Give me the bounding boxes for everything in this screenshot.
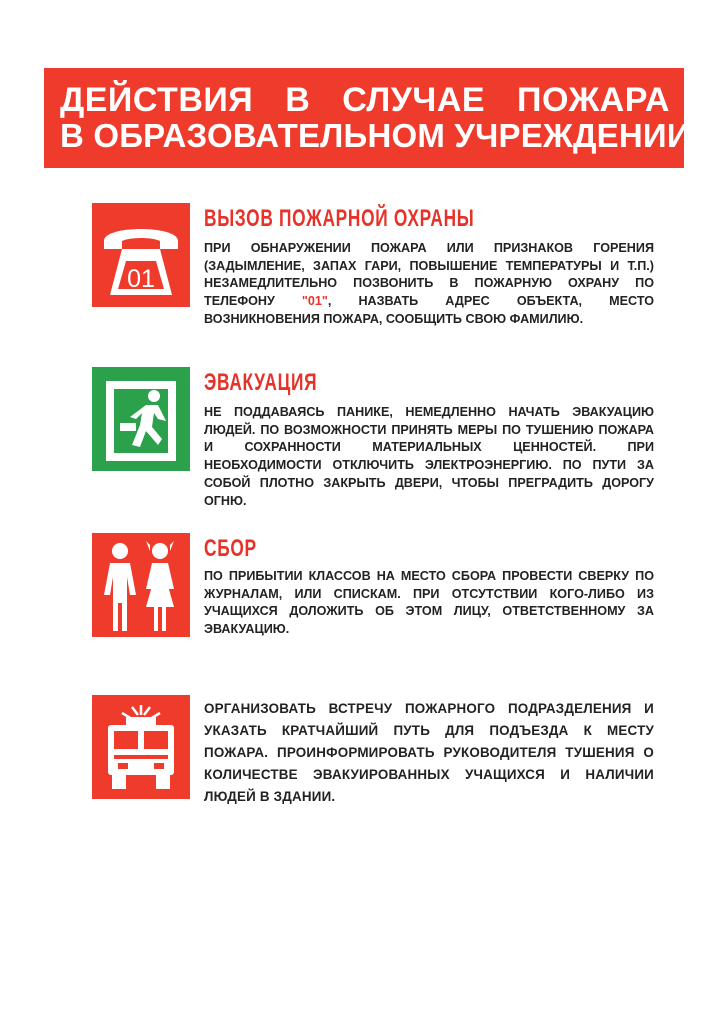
call-phone-number: "01" bbox=[301, 294, 328, 309]
header-title-line1 bbox=[60, 82, 670, 118]
telephone-icon bbox=[92, 203, 190, 307]
section-title-call: ВЫЗОВ ПОЖАРНОЙ ОХРАНЫ bbox=[204, 205, 475, 232]
call-text-before: ПРИ ОБНАРУЖЕНИИ ПОЖАРА ИЛИ ПРИЗНАКОВ ГОРЕНИЯ (ЗАДЫМЛЕНИЕ, ЗАПАХ ГАРИ, ПОВЫШЕНИЕ ТЕМПЕРАТУРЫ И Т.П.) НЕЗАМЕДЛИТЕЛЬНО ПОЗВОНИТЬ В ПОЖАРНУЮ ОХРАНУ ПО ТЕЛЕФОНУ bbox=[204, 241, 654, 309]
header-banner bbox=[44, 68, 691, 168]
fire-truck-icon bbox=[92, 695, 190, 799]
header-word: ДЕЙСТВИЯ bbox=[60, 81, 254, 119]
section-text-meeting: ОРГАНИЗОВАТЬ ВСТРЕЧУ ПОЖАРНОГО ПОДРАЗДЕЛЕНИЯ И УКАЗАТЬ КРАТЧАЙШИЙ ПУТЬ ДЛЯ ПОДЪЕЗДА К МЕСТУ ПОЖАРА. ПРОИНФОРМИРОВАТЬ РУКОВОДИТЕЛЯ ТУШЕНИЯ О КОЛИЧЕСТВЕ ЭВАКУИРОВАННЫХ УЧАЩИХСЯ И НАЛИЧИИ ЛЮДЕЙ В ЗДАНИИ. bbox=[204, 701, 654, 804]
header-word: СЛУЧАЕ bbox=[342, 81, 486, 119]
section-text-evacuation: НЕ ПОДДАВАЯСЬ ПАНИКЕ, НЕМЕДЛЕННО НАЧАТЬ ЭВАКУАЦИЮ ЛЮДЕЙ. ПО ВОЗМОЖНОСТИ ПРИНЯТЬ МЕРЫ ПО ТУШЕНИЮ ПОЖАРА И СОХРАННОСТИ МАТЕРИАЛЬНЫХ ЦЕННОСТЕЙ. ПРИ НЕОБХОДИМОСТИ ОТКЛЮЧИТЬ ЭЛЕКТРОЭНЕРГИЮ. ПО ПУТИ ЗА СОБОЙ ПЛОТНО ЗАКРЫТЬ ДВЕРИ, ЧТОБЫ ПРЕГРАДИТЬ ДОРОГУ ОГНЮ. bbox=[204, 405, 654, 508]
section-text-call bbox=[204, 240, 654, 329]
phone-number-label: 01 bbox=[127, 265, 155, 293]
header-word: ПОЖАРА bbox=[517, 81, 670, 119]
section-text-gathering: ПО ПРИБЫТИИ КЛАССОВ НА МЕСТО СБОРА ПРОВЕСТИ СВЕРКУ ПО ЖУРНАЛАМ, ИЛИ СПИСКАМ. ПРИ ОТСУТСТВИИ КОГО-ЛИБО ИЗ УЧАЩИХСЯ ДОЛОЖИТЬ ОБ ЭТОМ ЛИЦУ, ОТВЕТСТВЕННОМУ ЗА ЭВАКУАЦИЮ. bbox=[204, 569, 654, 637]
people-icon bbox=[92, 533, 190, 637]
header-word: В bbox=[285, 81, 311, 119]
section-title-evacuation: ЭВАКУАЦИЯ bbox=[204, 369, 318, 396]
header-title-line2: В ОБРАЗОВАТЕЛЬНОМ УЧРЕЖДЕНИИ bbox=[60, 117, 691, 154]
exit-sign-icon bbox=[92, 367, 190, 471]
call-text-after: , НАЗВАТЬ АДРЕС ОБЪЕКТА, МЕСТО ВОЗНИКНОВЕНИЯ ПОЖАРА, СООБЩИТЬ СВОЮ ФАМИЛИЮ. bbox=[204, 294, 654, 326]
section-title-gathering: СБОР bbox=[204, 535, 257, 562]
